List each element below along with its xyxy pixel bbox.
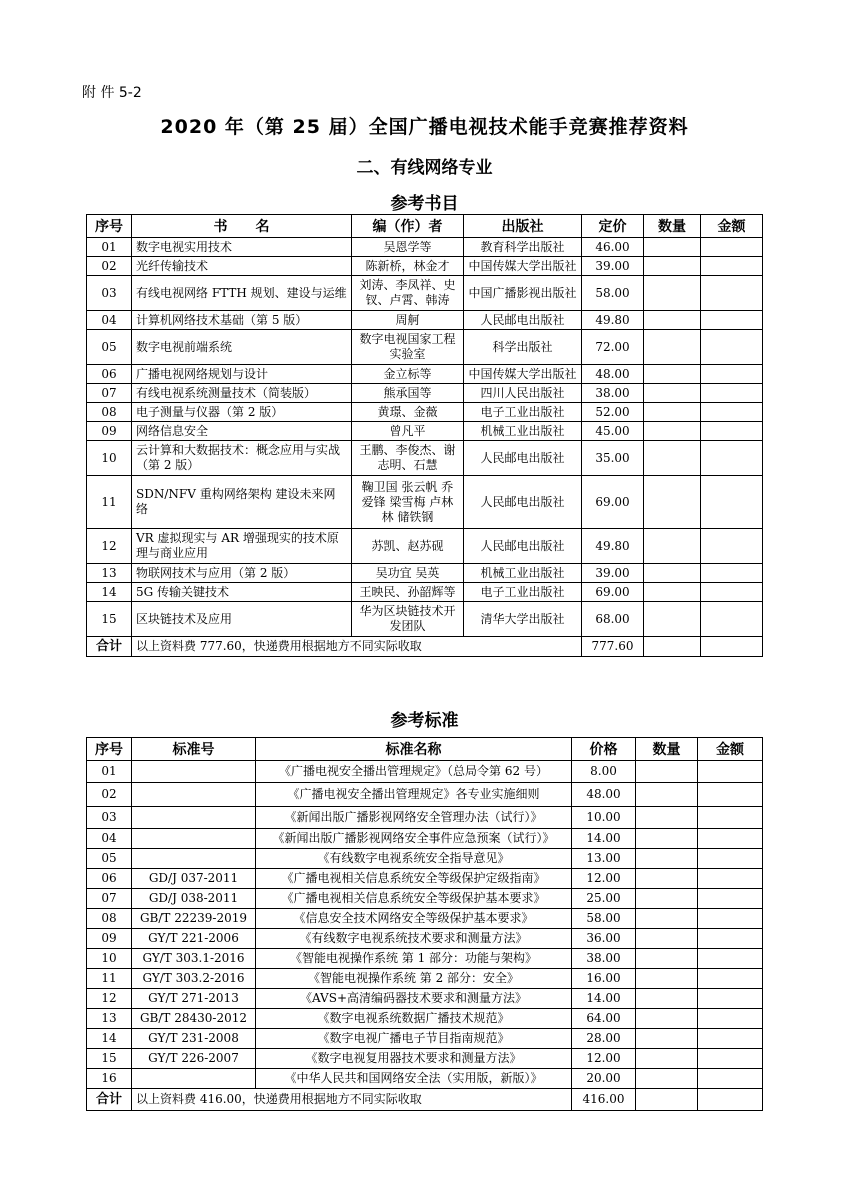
book-amount: [701, 441, 763, 476]
standards-header-row: [87, 738, 763, 761]
standard-row: [87, 889, 763, 909]
book-row: [87, 422, 763, 441]
total-price: 416.00: [572, 1089, 636, 1111]
standard-row: [87, 1009, 763, 1029]
book-price: 69.00: [582, 583, 644, 602]
standard-code: [132, 783, 256, 807]
header-publisher: 出版社: [464, 215, 582, 238]
book-title: 5G 传输关键技术: [132, 583, 352, 602]
header-quantity: 数量: [644, 215, 701, 238]
standard-quantity: [636, 761, 698, 783]
book-quantity: [644, 441, 701, 476]
standard-price: 20.00: [572, 1069, 636, 1089]
standard-amount: [698, 1069, 763, 1089]
standard-code: GY/T 303.2-2016: [132, 969, 256, 989]
standard-no: 01: [87, 761, 132, 783]
book-price: 49.80: [582, 311, 644, 330]
book-row: [87, 257, 763, 276]
books-header-row: [87, 215, 763, 238]
book-title: 物联网技术与应用（第 2 版）: [132, 564, 352, 583]
book-no: 06: [87, 365, 132, 384]
book-no: 04: [87, 311, 132, 330]
standard-price: 25.00: [572, 889, 636, 909]
book-amount: [701, 365, 763, 384]
book-no: 10: [87, 441, 132, 476]
book-publisher: 机械工业出版社: [464, 564, 582, 583]
standard-name: 《数字电视广播电子节目指南规范》: [256, 1029, 572, 1049]
book-row: [87, 602, 763, 637]
book-author: 陈新桥，林金才: [352, 257, 464, 276]
books-heading: 参考书目: [390, 194, 459, 214]
standard-code: GY/T 231-2008: [132, 1029, 256, 1049]
book-no: 01: [87, 238, 132, 257]
standards-table: [86, 737, 763, 1111]
standard-quantity: [636, 849, 698, 869]
standard-code: GD/J 038-2011: [132, 889, 256, 909]
book-no: 02: [87, 257, 132, 276]
standard-row: [87, 783, 763, 807]
header-name: 标准名称: [256, 738, 572, 761]
book-amount: [701, 403, 763, 422]
attachment-label: 附 件 5-2: [82, 85, 142, 101]
standard-no: 10: [87, 949, 132, 969]
book-quantity: [644, 330, 701, 365]
standard-price: 16.00: [572, 969, 636, 989]
book-row: [87, 529, 763, 564]
standard-price: 58.00: [572, 909, 636, 929]
book-author: 熊承国等: [352, 384, 464, 403]
standard-no: 09: [87, 929, 132, 949]
standard-amount: [698, 909, 763, 929]
standard-row: [87, 1029, 763, 1049]
book-title: 光纤传输技术: [132, 257, 352, 276]
book-row: [87, 238, 763, 257]
standard-price: 12.00: [572, 869, 636, 889]
standard-quantity: [636, 1029, 698, 1049]
book-publisher: 中国广播影视出版社: [464, 276, 582, 311]
standard-name: 《智能电视操作系统 第 2 部分：安全》: [256, 969, 572, 989]
header-price: 价格: [572, 738, 636, 761]
standard-name: 《有线数字电视系统技术要求和测量方法》: [256, 929, 572, 949]
standard-price: 14.00: [572, 989, 636, 1009]
book-author: 吴功宜 吴英: [352, 564, 464, 583]
book-price: 69.00: [582, 476, 644, 529]
standard-price: 64.00: [572, 1009, 636, 1029]
standard-name: 《中华人民共和国网络安全法（实用版，新版）》: [256, 1069, 572, 1089]
standard-name: 《广播电视安全播出管理规定》各专业实施细则: [256, 783, 572, 807]
book-publisher: 四川人民出版社: [464, 384, 582, 403]
book-amount: [701, 529, 763, 564]
standard-amount: [698, 1009, 763, 1029]
book-price: 39.00: [582, 257, 644, 276]
book-quantity: [644, 311, 701, 330]
total-quantity: [636, 1089, 698, 1111]
book-no: 05: [87, 330, 132, 365]
standard-code: GB/T 28430-2012: [132, 1009, 256, 1029]
book-quantity: [644, 476, 701, 529]
book-amount: [701, 330, 763, 365]
total-label: 合计: [87, 1089, 132, 1111]
book-amount: [701, 238, 763, 257]
standard-no: 13: [87, 1009, 132, 1029]
standard-price: 12.00: [572, 1049, 636, 1069]
book-quantity: [644, 422, 701, 441]
standard-row: [87, 929, 763, 949]
book-title: 电子测量与仪器（第 2 版）: [132, 403, 352, 422]
book-title: 计算机网络技术基础（第 5 版）: [132, 311, 352, 330]
standard-code: GY/T 271-2013: [132, 989, 256, 1009]
book-amount: [701, 276, 763, 311]
standard-row: [87, 969, 763, 989]
book-amount: [701, 564, 763, 583]
standard-price: 48.00: [572, 783, 636, 807]
book-quantity: [644, 365, 701, 384]
total-amount: [698, 1089, 763, 1111]
book-amount: [701, 257, 763, 276]
book-title: 云计算和大数据技术：概念应用与实战（第 2 版）: [132, 441, 352, 476]
section-subtitle: 二、有线网络专业: [356, 158, 493, 178]
book-row: [87, 403, 763, 422]
standard-quantity: [636, 1049, 698, 1069]
standard-quantity: [636, 1069, 698, 1089]
book-author: 周舸: [352, 311, 464, 330]
standard-row: [87, 989, 763, 1009]
book-quantity: [644, 276, 701, 311]
standard-row: [87, 849, 763, 869]
book-amount: [701, 384, 763, 403]
book-price: 58.00: [582, 276, 644, 311]
book-author: 华为区块链技术开发团队: [352, 602, 464, 637]
book-price: 46.00: [582, 238, 644, 257]
book-publisher: 科学出版社: [464, 330, 582, 365]
standard-code: GY/T 221-2006: [132, 929, 256, 949]
total-quantity: [644, 637, 701, 657]
books-table: [86, 214, 763, 657]
standard-quantity: [636, 909, 698, 929]
book-author: 刘涛、李凤祥、史钗、卢霄、韩涛: [352, 276, 464, 311]
standard-price: 38.00: [572, 949, 636, 969]
book-amount: [701, 422, 763, 441]
book-publisher: 电子工业出版社: [464, 583, 582, 602]
standard-price: 28.00: [572, 1029, 636, 1049]
standard-code: [132, 761, 256, 783]
standard-amount: [698, 869, 763, 889]
standard-no: 08: [87, 909, 132, 929]
standard-row: [87, 761, 763, 783]
standard-amount: [698, 1029, 763, 1049]
standards-heading: 参考标准: [390, 711, 459, 731]
book-quantity: [644, 403, 701, 422]
book-quantity: [644, 564, 701, 583]
book-row: [87, 583, 763, 602]
book-author: 曾凡平: [352, 422, 464, 441]
standard-no: 12: [87, 989, 132, 1009]
book-row: [87, 441, 763, 476]
book-publisher: 中国传媒大学出版社: [464, 365, 582, 384]
book-publisher: 中国传媒大学出版社: [464, 257, 582, 276]
book-row: [87, 311, 763, 330]
header-amount: 金额: [701, 215, 763, 238]
book-row: [87, 564, 763, 583]
standard-code: [132, 829, 256, 849]
standard-amount: [698, 949, 763, 969]
standard-no: 05: [87, 849, 132, 869]
book-row: [87, 276, 763, 311]
standard-row: [87, 909, 763, 929]
standard-amount: [698, 829, 763, 849]
book-title: 数字电视实用技术: [132, 238, 352, 257]
standard-quantity: [636, 807, 698, 829]
total-amount: [701, 637, 763, 657]
book-publisher: 人民邮电出版社: [464, 311, 582, 330]
book-author: 数字电视国家工程实验室: [352, 330, 464, 365]
standard-amount: [698, 989, 763, 1009]
standard-price: 14.00: [572, 829, 636, 849]
book-price: 38.00: [582, 384, 644, 403]
standard-amount: [698, 849, 763, 869]
book-author: 吴恩学等: [352, 238, 464, 257]
book-quantity: [644, 257, 701, 276]
standard-name: 《数字电视复用器技术要求和测量方法》: [256, 1049, 572, 1069]
standard-quantity: [636, 929, 698, 949]
standard-row: [87, 869, 763, 889]
standard-no: 16: [87, 1069, 132, 1089]
book-price: 49.80: [582, 529, 644, 564]
header-price: 定价: [582, 215, 644, 238]
book-author: 苏凯、赵苏砚: [352, 529, 464, 564]
book-publisher: 人民邮电出版社: [464, 476, 582, 529]
standard-amount: [698, 889, 763, 909]
total-price: 777.60: [582, 637, 644, 657]
book-author: 黄璟、金薇: [352, 403, 464, 422]
book-price: 39.00: [582, 564, 644, 583]
standard-no: 02: [87, 783, 132, 807]
book-row: [87, 476, 763, 529]
standard-name: 《智能电视操作系统 第 1 部分：功能与架构》: [256, 949, 572, 969]
book-publisher: 机械工业出版社: [464, 422, 582, 441]
book-row: [87, 384, 763, 403]
standard-no: 11: [87, 969, 132, 989]
book-quantity: [644, 238, 701, 257]
standard-code: GY/T 303.1-2016: [132, 949, 256, 969]
book-publisher: 清华大学出版社: [464, 602, 582, 637]
standard-row: [87, 829, 763, 849]
standard-quantity: [636, 869, 698, 889]
standard-no: 14: [87, 1029, 132, 1049]
standard-name: 《有线数字电视系统安全指导意见》: [256, 849, 572, 869]
standard-price: 8.00: [572, 761, 636, 783]
standard-code: [132, 849, 256, 869]
standard-name: 《数字电视系统数据广播技术规范》: [256, 1009, 572, 1029]
book-author: 王鹏、李俊杰、谢志明、石慧: [352, 441, 464, 476]
book-quantity: [644, 602, 701, 637]
standard-quantity: [636, 989, 698, 1009]
standard-quantity: [636, 783, 698, 807]
standard-amount: [698, 929, 763, 949]
book-no: 07: [87, 384, 132, 403]
book-title: 数字电视前端系统: [132, 330, 352, 365]
book-price: 68.00: [582, 602, 644, 637]
standard-price: 36.00: [572, 929, 636, 949]
standard-amount: [698, 783, 763, 807]
standard-amount: [698, 969, 763, 989]
book-author: 王映民、孙韶辉等: [352, 583, 464, 602]
books-total-row: [87, 637, 763, 657]
book-no: 09: [87, 422, 132, 441]
standard-no: 15: [87, 1049, 132, 1069]
standard-no: 07: [87, 889, 132, 909]
standard-quantity: [636, 949, 698, 969]
standard-name: 《新闻出版广播影视网络安全事件应急预案（试行）》: [256, 829, 572, 849]
standard-quantity: [636, 829, 698, 849]
book-amount: [701, 602, 763, 637]
standard-code: GD/J 037-2011: [132, 869, 256, 889]
book-title: SDN/NFV 重构网络架构 建设未来网络: [132, 476, 352, 529]
standard-row: [87, 807, 763, 829]
header-code: 标准号: [132, 738, 256, 761]
header-no: 序号: [87, 738, 132, 761]
book-price: 35.00: [582, 441, 644, 476]
standard-name: 《广播电视相关信息系统安全等级保护定级指南》: [256, 869, 572, 889]
standard-row: [87, 1069, 763, 1089]
standard-name: 《信息安全技术网络安全等级保护基本要求》: [256, 909, 572, 929]
standard-code: [132, 1069, 256, 1089]
header-quantity: 数量: [636, 738, 698, 761]
book-author: 金立标等: [352, 365, 464, 384]
standard-no: 04: [87, 829, 132, 849]
standard-row: [87, 949, 763, 969]
header-amount: 金额: [698, 738, 763, 761]
book-no: 08: [87, 403, 132, 422]
header-no: 序号: [87, 215, 132, 238]
standard-code: [132, 807, 256, 829]
standard-name: 《广播电视相关信息系统安全等级保护基本要求》: [256, 889, 572, 909]
header-title: 书 名: [132, 215, 352, 238]
standard-amount: [698, 1049, 763, 1069]
book-no: 11: [87, 476, 132, 529]
book-no: 03: [87, 276, 132, 311]
total-label: 合计: [87, 637, 132, 657]
book-no: 14: [87, 583, 132, 602]
standard-price: 13.00: [572, 849, 636, 869]
book-row: [87, 330, 763, 365]
standard-name: 《广播电视安全播出管理规定》（总局令第 62 号）: [256, 761, 572, 783]
book-price: 52.00: [582, 403, 644, 422]
book-title: VR 虚拟现实与 AR 增强现实的技术原理与商业应用: [132, 529, 352, 564]
book-amount: [701, 583, 763, 602]
book-quantity: [644, 583, 701, 602]
book-publisher: 人民邮电出版社: [464, 441, 582, 476]
book-no: 12: [87, 529, 132, 564]
book-publisher: 人民邮电出版社: [464, 529, 582, 564]
book-publisher: 教育科学出版社: [464, 238, 582, 257]
book-row: [87, 365, 763, 384]
book-no: 13: [87, 564, 132, 583]
total-note: 以上资料费 416.00，快递费用根据地方不同实际收取: [132, 1089, 572, 1111]
standard-amount: [698, 807, 763, 829]
standard-name: 《AVS+高清编码器技术要求和测量方法》: [256, 989, 572, 1009]
standard-row: [87, 1049, 763, 1069]
standard-amount: [698, 761, 763, 783]
book-title: 区块链技术及应用: [132, 602, 352, 637]
standard-no: 06: [87, 869, 132, 889]
book-price: 48.00: [582, 365, 644, 384]
book-quantity: [644, 384, 701, 403]
book-no: 15: [87, 602, 132, 637]
standard-name: 《新闻出版广播影视网络安全管理办法（试行）》: [256, 807, 572, 829]
standards-total-row: [87, 1089, 763, 1111]
book-publisher: 电子工业出版社: [464, 403, 582, 422]
standard-quantity: [636, 889, 698, 909]
book-amount: [701, 311, 763, 330]
book-title: 有线电视网络 FTTH 规划、建设与运维: [132, 276, 352, 311]
book-quantity: [644, 529, 701, 564]
book-price: 45.00: [582, 422, 644, 441]
header-author: 编（作）者: [352, 215, 464, 238]
book-title: 网络信息安全: [132, 422, 352, 441]
standard-no: 03: [87, 807, 132, 829]
book-amount: [701, 476, 763, 529]
standard-code: GY/T 226-2007: [132, 1049, 256, 1069]
standard-price: 10.00: [572, 807, 636, 829]
document-title: 2020 年（第 25 届）全国广播电视技术能手竞赛推荐资料: [160, 116, 689, 138]
book-price: 72.00: [582, 330, 644, 365]
book-title: 广播电视网络规划与设计: [132, 365, 352, 384]
book-title: 有线电视系统测量技术（简装版）: [132, 384, 352, 403]
book-author: 鞠卫国 张云帆 乔爱锋 梁雪梅 卢林林 储铁钢: [352, 476, 464, 529]
standard-code: GB/T 22239-2019: [132, 909, 256, 929]
standard-quantity: [636, 969, 698, 989]
standard-quantity: [636, 1009, 698, 1029]
total-note: 以上资料费 777.60，快递费用根据地方不同实际收取: [132, 637, 582, 657]
